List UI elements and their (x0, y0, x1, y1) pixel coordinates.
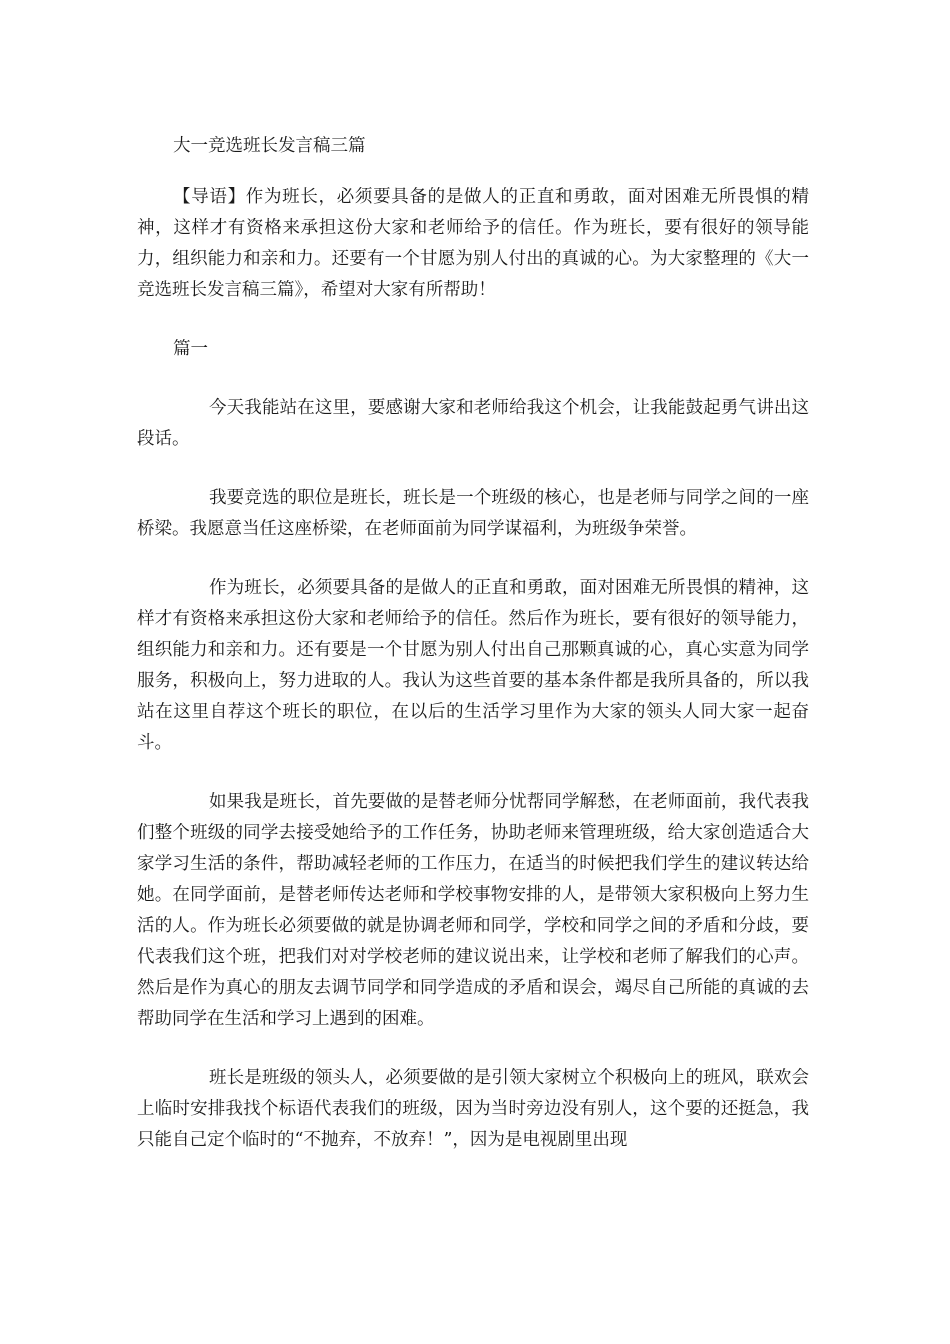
section-heading: 篇一 (173, 339, 208, 359)
body-paragraph-5: 班长是班级的领头人，必须要做的是引领大家树立个积极向上的班风，联欢会上临时安排我找个标语代表我们的班级，因为当时旁边没有别人，这个要的还挺急，我只能自己定个临时的“不抛弃，不放弃！”，因为是电视剧里出现 (137, 1068, 809, 1150)
document-title: 大一竞选班长发言稿三篇 (173, 136, 366, 156)
body-paragraph-3: 作为班长，必须要具备的是做人的正直和勇敢，面对困难无所畏惧的精神，这样才有资格来承担这份大家和老师给予的信任。然后作为班长，要有很好的领导能力，组织能力和亲和力。还有要是一个甘愿为别人付出自己那颗真诚的心，真心实意为同学服务，积极向上，努力进取的人。我认为这些首要的基本条件都是我所具备的，所以我站在这里自荐这个班长的职位，在以后的生活学习里作为大家的领头人同大家一起奋斗。 (137, 578, 809, 753)
body-paragraph-1: 今天我能站在这里，要感谢大家和老师给我这个机会，让我能鼓起勇气讲出这段话。 (137, 398, 809, 449)
document-body (137, 131, 809, 1184)
body-paragraph-2: 我要竞选的职位是班长，班长是一个班级的核心，也是老师与同学之间的一座桥梁。我愿意当任这座桥梁，在老师面前为同学谋福利，为班级争荣誉。 (137, 488, 809, 539)
intro-paragraph: 【导语】作为班长，必须要具备的是做人的正直和勇敢，面对困难无所畏惧的精神，这样才有资格来承担这份大家和老师给予的信任。作为班长，要有很好的领导能力，组织能力和亲和力。还要有一个甘愿为别人付出的真诚的心。为大家整理的《大一竞选班长发言稿三篇》，希望对大家有所帮助！ (137, 187, 809, 300)
body-paragraph-4: 如果我是班长，首先要做的是替老师分忧帮同学解愁，在老师面前，我代表我们整个班级的同学去接受她给予的工作任务，协助老师来管理班级，给大家创造适合大家学习生活的条件，帮助减轻老师的工作压力，在适当的时候把我们学生的建议转达给她。在同学面前，是替老师传达老师和学校事物安排的人，是带领大家积极向上努力生活的人。作为班长必须要做的就是协调老师和同学，学校和同学之间的矛盾和分歧，要代表我们这个班，把我们对对学校老师的建议说出来，让学校和老师了解我们的心声。然后是作为真心的朋友去调节同学和同学造成的矛盾和误会，竭尽自己所能的真诚的去帮助同学在生活和学习上遇到的困难。 (137, 792, 809, 1029)
